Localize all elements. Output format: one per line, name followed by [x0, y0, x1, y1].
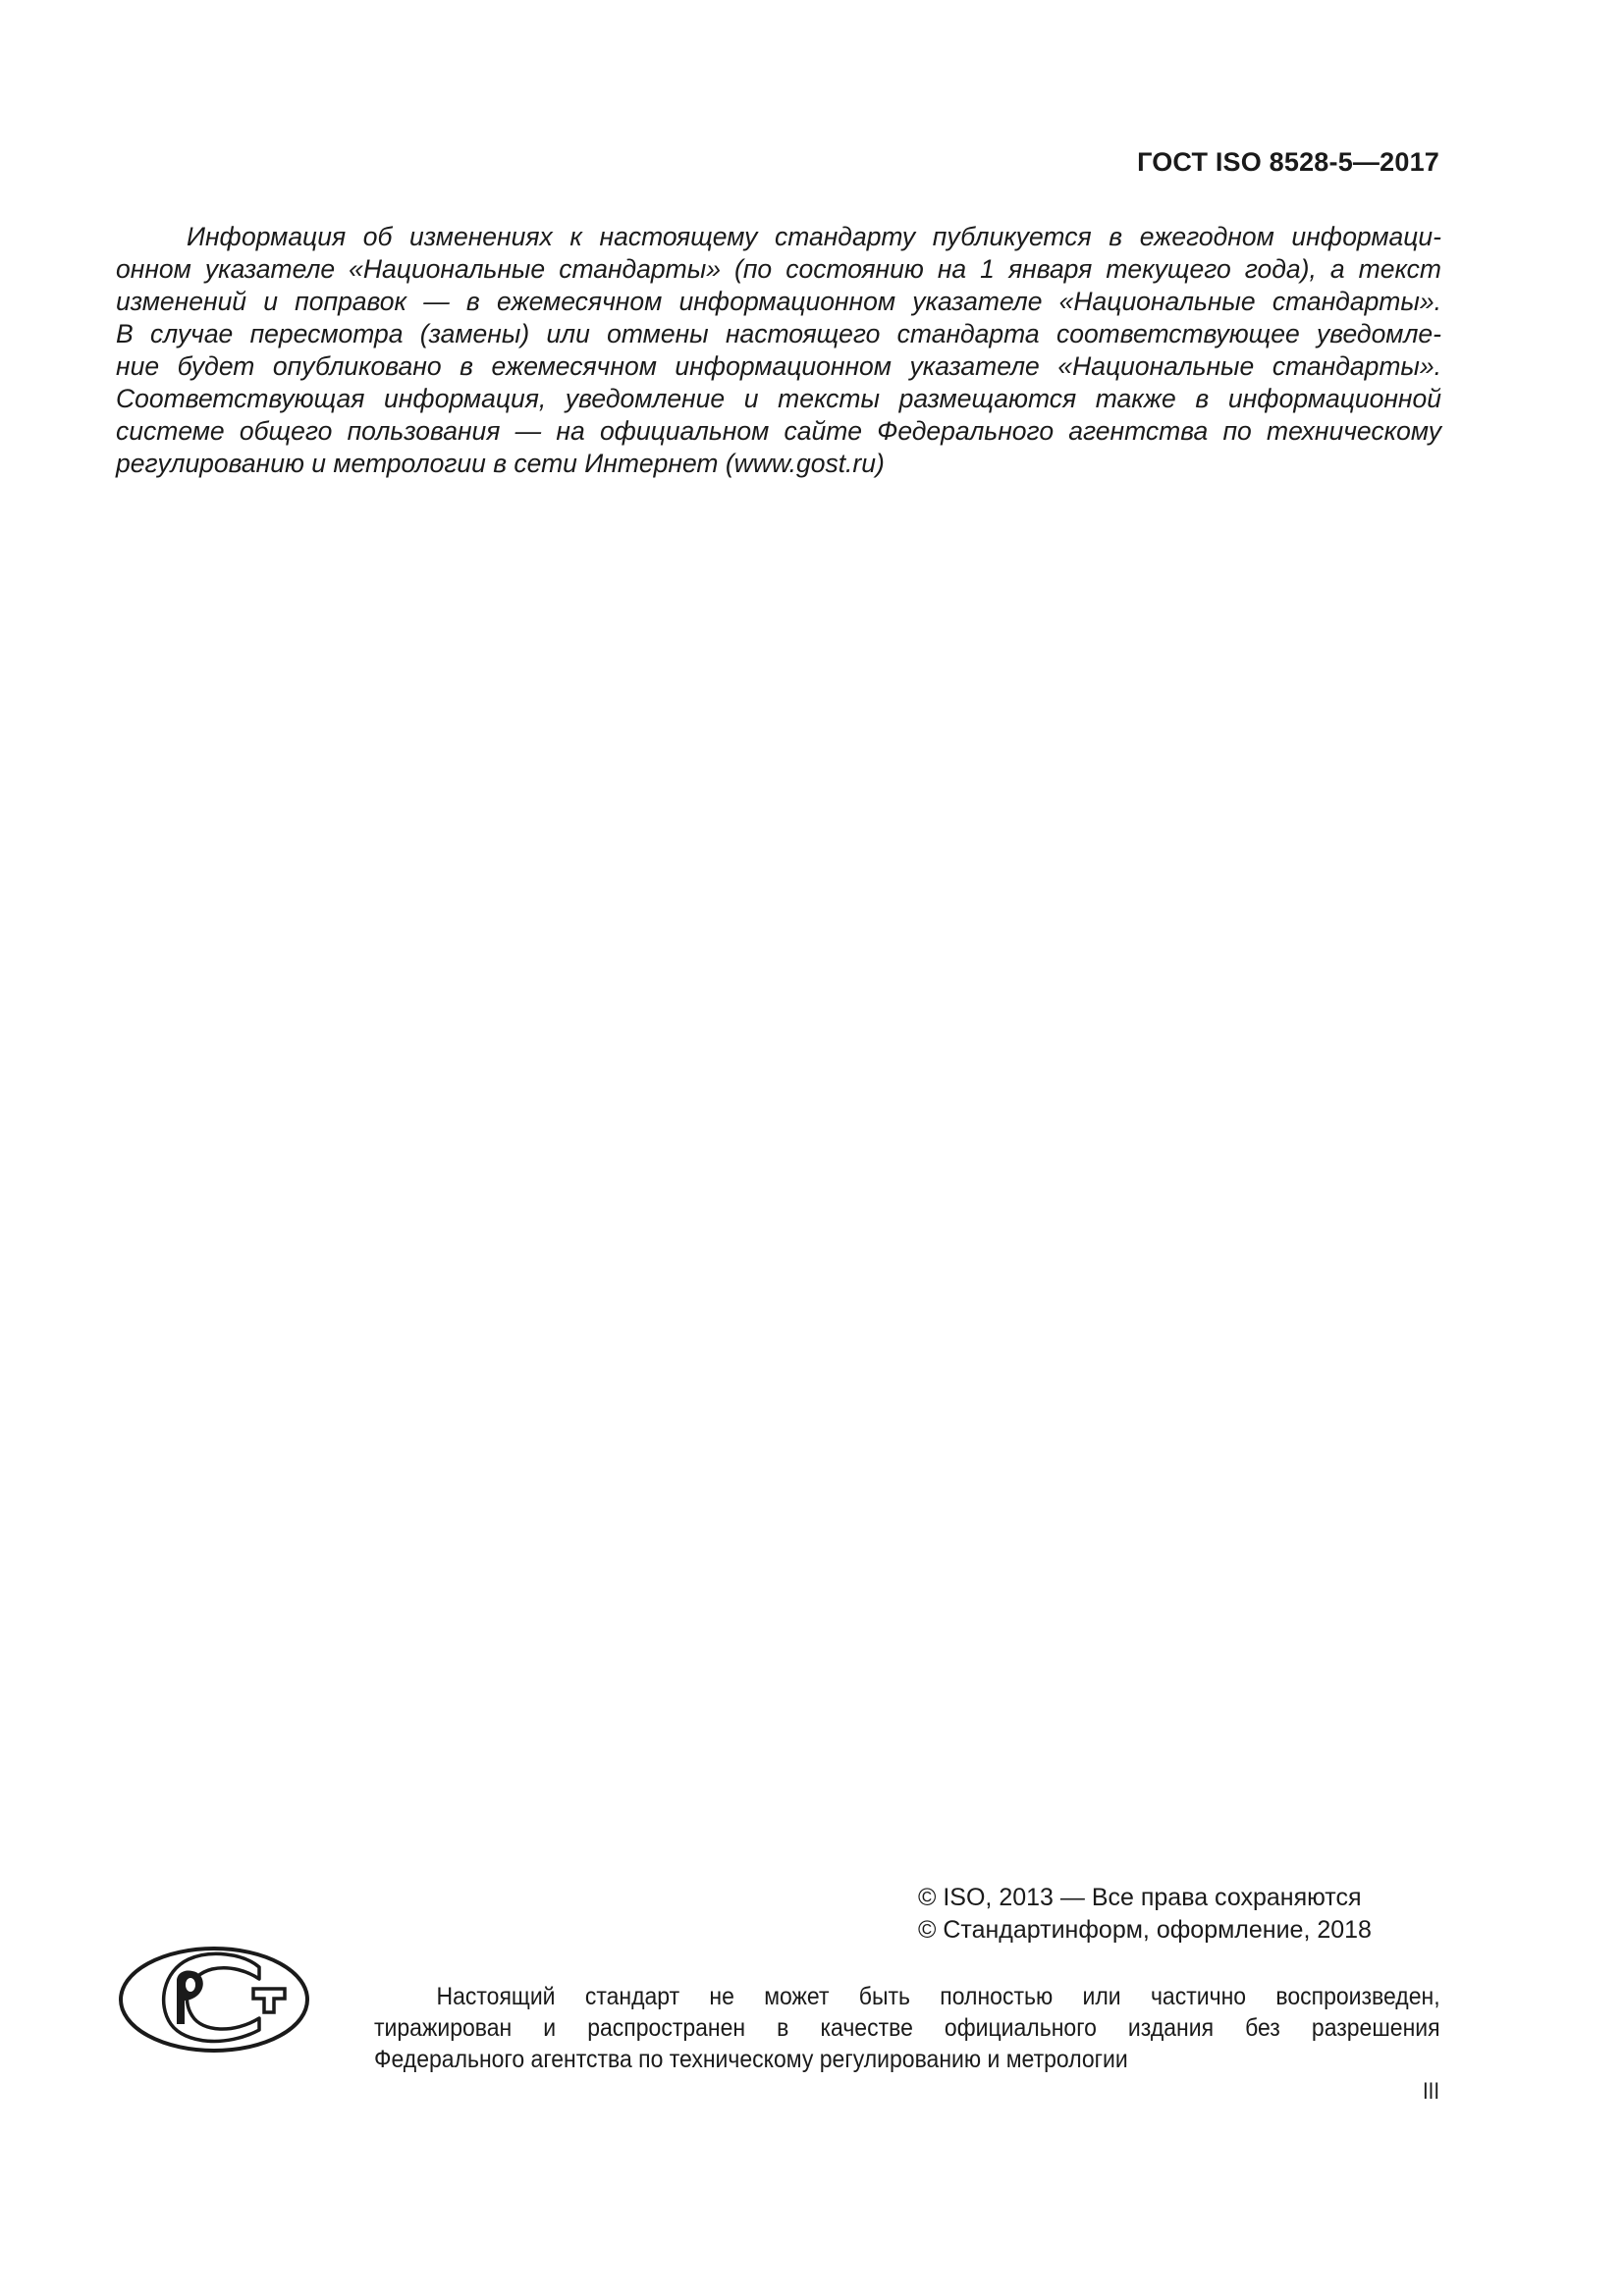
page-number: III — [1422, 2078, 1439, 2105]
notice-line: Федерального агентства по техническому регулированию и метрологии — [374, 2046, 1128, 2073]
paragraph-line: ние будет опубликовано в ежемесячном информационном указателе «Национальные стандарты». — [116, 351, 1441, 381]
paragraph-line: Информация об изменениях к настоящему стандарту публикуется в ежегодном информаци- — [187, 222, 1441, 251]
copyright-iso: © ISO, 2013 — Все права сохраняются — [918, 1884, 1362, 1911]
notice-line: Настоящий стандарт не может быть полностью или частично воспроизведен, — [436, 1983, 1440, 2010]
paragraph-line: Соответствующая информация, уведомление и тексты размещаются также в информационной — [116, 384, 1441, 413]
notice-line: тиражирован и распространен в качестве официального издания без разрешения — [374, 2014, 1440, 2042]
paragraph-line: регулированию и метрологии в сети Интернет (www.gost.ru) — [116, 449, 885, 478]
copyright-standartinform: © Стандартинформ, оформление, 2018 — [918, 1916, 1372, 1944]
document-code-header: ГОСТ ISO 8528-5—2017 — [1137, 147, 1439, 177]
copyright-block — [918, 1882, 1372, 1947]
rst-certification-mark-icon — [116, 1946, 312, 2061]
paragraph-line: В случае пересмотра (замены) или отмены настоящего стандарта соответствующее уведомле- — [116, 319, 1441, 348]
reproduction-notice — [374, 1981, 1440, 2075]
paragraph-line: системе общего пользования — на официальном сайте Федерального агентства по техническому — [116, 416, 1441, 446]
paragraph-line: изменений и поправок — в ежемесячном информационном указателе «Национальные стандарты». — [116, 287, 1441, 316]
amendments-info-paragraph — [116, 221, 1441, 480]
paragraph-line: онном указателе «Национальные стандарты» (по состоянию на 1 января текущего года), а текст — [116, 254, 1441, 284]
